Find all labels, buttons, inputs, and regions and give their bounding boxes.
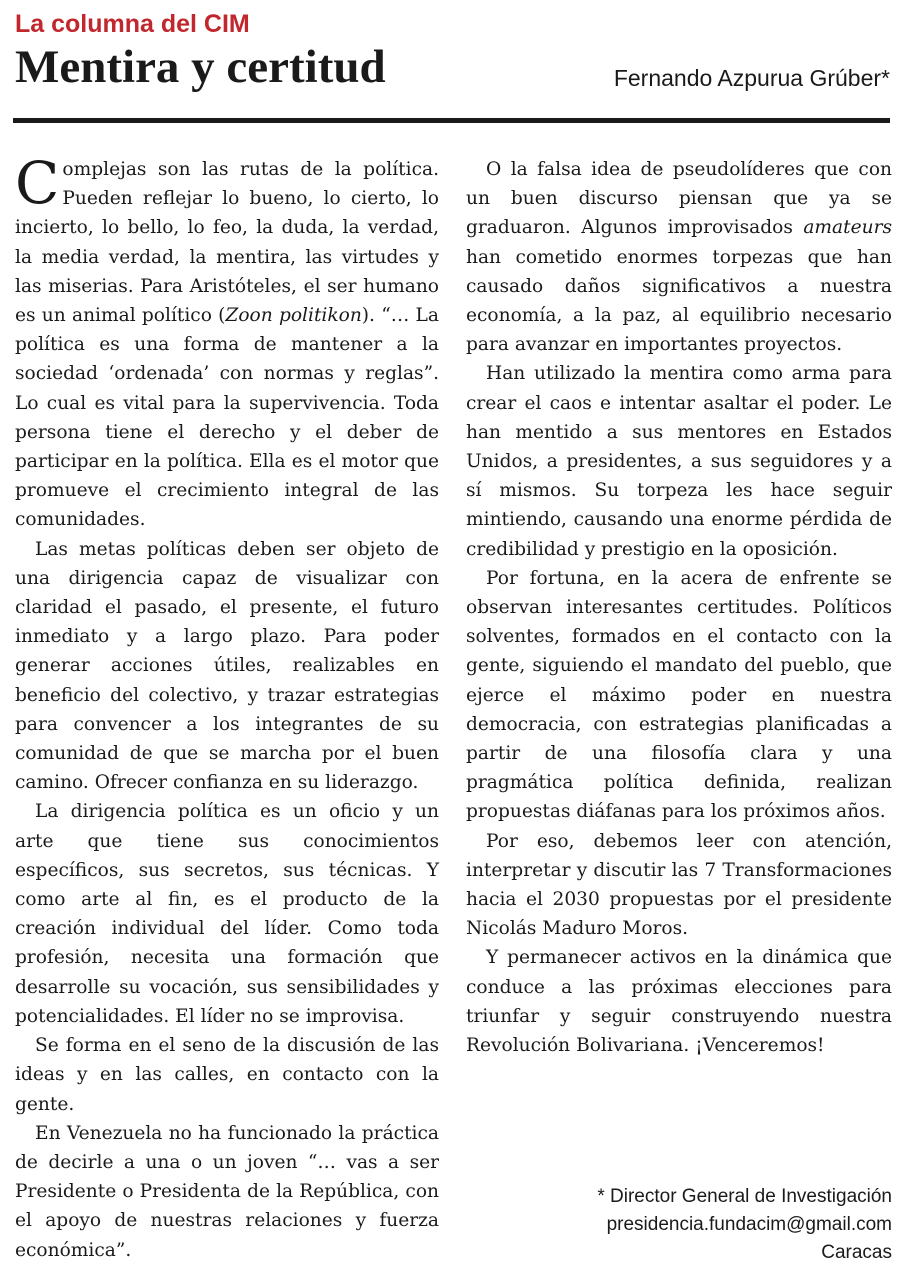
author-role: * Director General de Investigación xyxy=(597,1186,892,1207)
paragraph-2: Las metas políticas deben ser objeto de una dirigencia capaz de visualizar con claridad el pasado, el presente, el futuro inmediato y a largo plazo. Para poder generar acciones útiles, realizables en beneficio del colectivo, y trazar estrategias para convencer a los integrantes de su comunidad de que se marcha por el buen camino. Ofrecer confianza en su liderazgo. xyxy=(15,538,439,794)
header-divider xyxy=(13,118,890,123)
column-right xyxy=(466,155,892,1060)
paragraph-1-italic: Zoon politikon xyxy=(225,305,362,327)
paragraph-9: Por eso, debemos leer con atención, interpretar y discutir las 7 Transformaciones hacia el 2030 propuestas por el presidente Nicolás Maduro Moros. xyxy=(466,830,892,940)
author-footnote xyxy=(597,1183,892,1267)
author-byline: Fernando Azpurua Grúber* xyxy=(613,65,890,91)
drop-cap: C xyxy=(15,149,60,217)
paragraph-6-text: O la falsa idea de pseudolíderes que con un buen discurso piensan que ya se graduaron. Algunos improvisados xyxy=(466,159,892,239)
column-kicker: La columna del CIM xyxy=(15,10,250,38)
paragraph-7: Han utilizado la mentira como arma para crear el caos e intentar asaltar el poder. Le han mentido a sus mentores en Estados Unidos, a presidentes, a sus seguidores y a sí mismos. Su torpeza les hace seguir mintiendo, causando una enorme pérdida de credibilidad y prestigio en la oposición. xyxy=(466,363,892,560)
column-left xyxy=(15,149,439,1265)
paragraph-10: Y permanecer activos en la dinámica que conduce a las próximas elecciones para triunfar y seguir construyendo nuestra Revolución Bolivariana. ¡Venceremos! xyxy=(466,947,892,1057)
paragraph-3: La dirigencia política es un oficio y un arte que tiene sus conocimientos específicos, sus secretos, sus técnicas. Y como arte al fin, es el producto de la creación individual del líder. Como toda profesión, necesita una formación que desarrolle su vocación, sus sensibilidades y potencialidades. El líder no se improvisa. xyxy=(15,801,439,1027)
paragraph-5: En Venezuela no ha funcionado la práctica de decirle a una o un joven “… vas a ser Presidente o Presidenta de la República, con el apoyo de nuestras relaciones y fuerza económica”. xyxy=(15,1122,439,1261)
author-email: presidencia.fundacim@gmail.com xyxy=(606,1214,892,1235)
paragraph-1-end: ). “… La política es una forma de mantener a la sociedad ‘ordenada’ con normas y reglas”. Lo cual es vital para la supervivencia. Toda persona tiene el derecho y el deber de participar en la política. Ella es el motor que promueve el crecimiento integral de las comunidades. xyxy=(15,305,439,531)
paragraph-1 xyxy=(15,149,439,535)
paragraph-6-italic: amateurs xyxy=(803,217,892,239)
paragraph-6 xyxy=(466,155,892,359)
article-title: Mentira y certitud xyxy=(15,41,386,93)
paragraph-6-end: han cometido enormes torpezas que han causado daños significativos a nuestra economía, a la paz, al equilibrio necesario para avanzar en importantes proyectos. xyxy=(466,246,892,356)
paragraph-8: Por fortuna, en la acera de enfrente se observan interesantes certitudes. Políticos solventes, formados en el contacto con la gente, siguiendo el mandato del pueblo, que ejerce el máximo poder en nuestra democracia, con estrategias planificadas a partir de una filosofía clara y una pragmática política definida, realizan propuestas diáfanas para los próximos años. xyxy=(466,567,892,823)
paragraph-4: Se forma en el seno de la discusión de las ideas y en las calles, en contacto con la gente. xyxy=(15,1035,439,1115)
paragraph-1-text: omplejas son las rutas de la política. Pueden reflejar lo bueno, lo cierto, lo incierto, lo bello, lo feo, la duda, la verdad, la media verdad, la mentira, las virtudes y las miserias. Para Aristóteles, el ser humano es un animal político ( xyxy=(15,159,439,327)
author-city: Caracas xyxy=(821,1242,892,1263)
